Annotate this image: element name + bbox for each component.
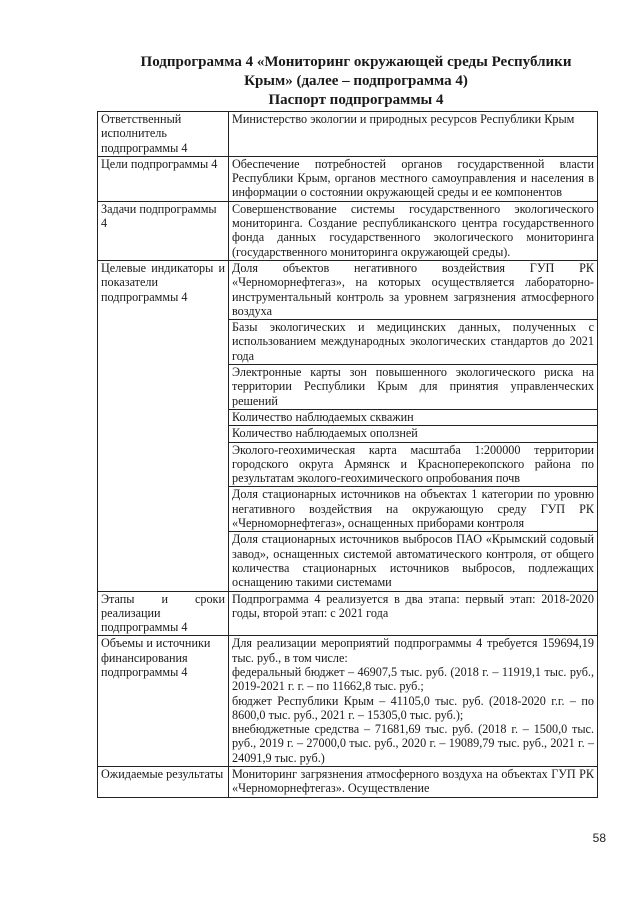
table-row-executor (98, 112, 598, 157)
indicator-item: Доля стационарных источников на объектах 1 категории по уровню негативного воздействия на окружающую среду ГУП РК «Черноморнефтегаз», оснащенных приборами контроля (229, 487, 598, 532)
table-row-indicator (98, 260, 598, 319)
indicator-item: Эколого-геохимическая карта масштаба 1:200000 территории городского округа Армянск и Красноперекопского района по результатам эколого-геохимического опробования почв (229, 442, 598, 487)
passport-table (97, 111, 598, 798)
table-row-funding (98, 636, 598, 767)
value-tasks: Совершенствование системы государственного экологического мониторинга. Создание республиканского центра государственного фонда данных государственного экологического мониторинга (государственного мониторинга окружающей среды). (229, 201, 598, 260)
table-row-results (98, 767, 598, 798)
value-goals: Обеспечение потребностей органов государственной власти Республики Крым, органов местного самоуправления и населения в информации о состоянии окружающей среды и ее компонентов (229, 156, 598, 201)
indicator-item: Доля объектов негативного воздействия ГУП РК «Черноморнефтегаз», на которых осуществляется лабораторно-инструментальный контроль за уровнем загрязнения атмосферного воздуха (229, 260, 598, 319)
indicator-item: Количество наблюдаемых скважин (229, 409, 598, 425)
label-executor: Ответственный исполнитель подпрограммы 4 (98, 112, 229, 157)
indicator-item: Количество наблюдаемых оползней (229, 426, 598, 442)
value-executor: Министерство экологии и природных ресурсов Республики Крым (229, 112, 598, 157)
label-goals: Цели подпрограммы 4 (98, 156, 229, 201)
title-line-2: Крым» (далее – подпрограмма 4) (244, 73, 468, 89)
page-number: 58 (592, 831, 606, 845)
table-row-goals (98, 156, 598, 201)
value-results: Мониторинг загрязнения атмосферного воздуха на объектах ГУП РК «Черноморнефтегаз». Осуществление (229, 767, 598, 798)
label-tasks: Задачи подпрограммы 4 (98, 201, 229, 260)
funding-extrabudgetary: внебюджетные средства – 71681,69 тыс. руб. (2018 г. – 1500,0 тыс. руб., 2019 г. – 27000,0 тыс. руб., 2020 г. – 19089,79 тыс. руб., 2021 г. – 24091,9 тыс. руб.) (232, 722, 594, 765)
passport-heading: Паспорт подпрограммы 4 (268, 92, 444, 108)
table-row-tasks (98, 201, 598, 260)
document-title (96, 53, 616, 110)
label-stages: Этапы и сроки реализации подпрограммы 4 (98, 591, 229, 636)
label-results: Ожидаемые результаты (98, 767, 229, 798)
value-stages: Подпрограмма 4 реализуется в два этапа: первый этап: 2018-2020 годы, второй этап: с 2021 года (229, 591, 598, 636)
funding-federal: федеральный бюджет – 46907,5 тыс. руб. (2018 г. – 11919,1 тыс. руб., 2019-2021 г. г. – по 11662,8 тыс. руб.; (232, 664, 594, 694)
label-funding: Объемы и источники финансирования подпрограммы 4 (98, 636, 229, 767)
title-line-1: Подпрограмма 4 «Мониторинг окружающей среды Республики (140, 54, 572, 70)
funding-total: Для реализации мероприятий подпрограммы 4 требуется 159694,19 тыс. руб., в том числе: (232, 636, 594, 665)
table-row-stages (98, 591, 598, 636)
indicator-item: Доля стационарных источников выбросов ПАО «Крымский содовый завод», оснащенных системой автоматического контроля, от общего количества стационарных источников выбросов, подлежащих оснащению такими системами (229, 532, 598, 591)
funding-regional: бюджет Республики Крым – 41105,0 тыс. руб. (2018-2020 г.г. – по 8600,0 тыс. руб., 2021 г. – 15305,0 тыс. руб.); (232, 693, 594, 722)
indicator-item: Электронные карты зон повышенного экологического риска на территории Республики Крым для принятия управленческих решений (229, 365, 598, 410)
value-funding (229, 636, 598, 767)
indicator-item: Базы экологических и медицинских данных, полученных с использованием международных экологических стандартов до 2021 года (229, 320, 598, 365)
label-indicators: Целевые индикаторы и показатели подпрограммы 4 (98, 260, 229, 591)
